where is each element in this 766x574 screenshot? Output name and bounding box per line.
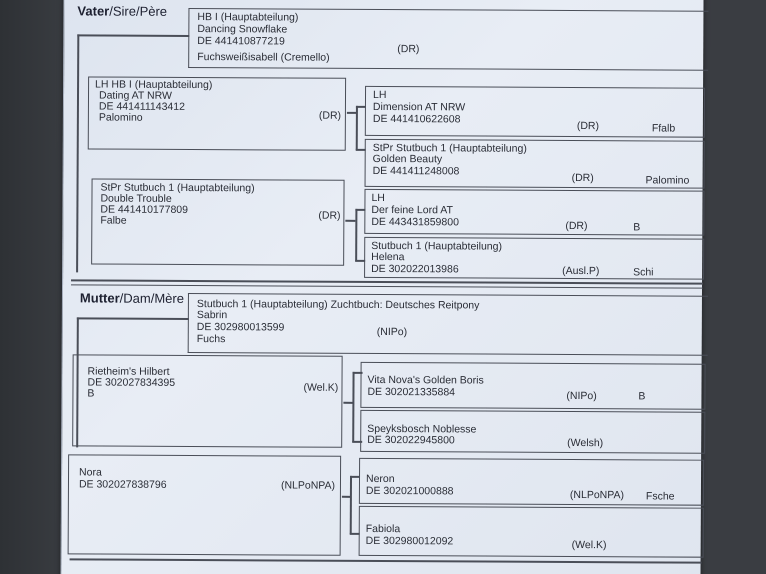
dss-reg: DE 302021335884 <box>367 385 456 399</box>
ss-name: Dating AT NRW <box>98 89 172 102</box>
dam-box <box>188 293 708 356</box>
dam-dam-box <box>68 454 342 555</box>
ss-bracket <box>356 106 358 150</box>
ssd-reg: DE 441411248008 <box>372 164 460 178</box>
dss-color: B <box>638 390 646 403</box>
sdd-color: Schi <box>633 266 654 279</box>
dd-name: Nora <box>79 466 102 479</box>
ds-name: Rietheim's Hilbert <box>87 365 170 378</box>
sd-connector <box>345 220 355 222</box>
dam-country: (NIPo) <box>376 325 408 339</box>
sire-country: (DR) <box>397 43 420 56</box>
dss-name: Vita Nova's Golden Boris <box>367 373 484 387</box>
sire-name: Dancing Snowflake <box>197 23 288 36</box>
dds-name: Neron <box>365 472 395 486</box>
dam-dam-sire-box <box>359 458 704 506</box>
sdd-reg: DE 302022013986 <box>371 262 459 276</box>
sdd-line1: Stutbuch 1 (Hauptabteilung) <box>371 239 503 253</box>
sss-name: Dimension AT NRW <box>372 100 466 114</box>
sire-dam-sire-box <box>364 189 704 236</box>
sds-reg: DE 443431859800 <box>371 215 459 229</box>
ss-line1: LH HB I (Hauptabteilung) <box>95 78 213 92</box>
sire-header-bold: Vater <box>77 3 110 19</box>
dam-name: Sabrin <box>196 309 228 322</box>
sire-line1: HB I (Hauptabteilung) <box>197 11 299 24</box>
dsd-reg: DE 302022945800 <box>367 433 455 447</box>
dds-country: (NLPoNPA) <box>569 488 625 502</box>
sds-color: B <box>633 221 641 234</box>
dd-bracket <box>350 476 352 534</box>
sd-name: Double Trouble <box>100 192 172 205</box>
sss-reg: DE 441410622608 <box>372 112 461 126</box>
sss-country: (DR) <box>576 120 600 133</box>
ssd-name: Golden Beauty <box>372 152 443 166</box>
ddd-country: (Wel.K) <box>571 538 607 552</box>
dd-country: (NLPoNPA) <box>280 479 336 492</box>
ds-reg: DE 302027834395 <box>87 376 176 389</box>
dd-reg: DE 302027838796 <box>78 478 167 491</box>
ss-color: Palomino <box>98 111 143 124</box>
ddd-name: Fabiola <box>365 522 401 536</box>
background-shadow <box>0 0 70 574</box>
sire-bracket-top <box>77 34 189 36</box>
sire-color: Fuchsweißisabell (Cremello) <box>197 51 330 64</box>
ss-reg: DE 441411143412 <box>98 100 186 113</box>
sd-country: (DR) <box>318 209 341 222</box>
dds-color: Fsche <box>645 490 675 503</box>
ssd-country: (DR) <box>571 171 594 185</box>
sire-sire-sire-box <box>365 86 705 138</box>
dam-header <box>80 290 184 306</box>
dsd-name: Speyksbosch Noblesse <box>367 422 477 436</box>
dam-sire-sire-box <box>360 362 705 410</box>
ssd-line1: StPr Stutbuch 1 (Hauptabteilung) <box>372 141 527 155</box>
sire-header-rest: /Sire/Père <box>109 3 168 19</box>
ds-bracket <box>352 372 354 442</box>
sire-dam-dam-box <box>364 237 704 280</box>
ds-color: B <box>87 387 95 400</box>
dss-country: (NIPo) <box>566 389 597 403</box>
dds-reg: DE 302021000888 <box>365 484 454 498</box>
sdd-name: Helena <box>371 250 405 264</box>
ss-country: (DR) <box>318 109 342 122</box>
dam-header-bold: Mutter <box>79 290 120 306</box>
sire-reg: DE 441410877219 <box>197 35 285 48</box>
dam-reg: DE 302980013599 <box>196 321 285 334</box>
pedigree-document <box>60 0 703 574</box>
sd-line1: StPr Stutbuch 1 (Hauptabteilung) <box>100 181 255 195</box>
sire-dam-box <box>91 178 344 265</box>
sds-line1: LH <box>371 191 385 205</box>
sd-color: Falbe <box>100 214 127 227</box>
sire-sire-dam-box <box>365 139 705 189</box>
sire-box <box>188 8 708 71</box>
sss-color: Ffalb <box>651 122 676 135</box>
sss-line1: LH <box>372 88 387 102</box>
dam-color: Fuchs <box>196 333 226 346</box>
ssd-color: Palomino <box>645 174 690 187</box>
dam-sire-box <box>72 354 342 447</box>
dam-line1: Stutbuch 1 (Hauptabteilung) Zuchtbuch: Deutsches Reitpony <box>196 298 480 312</box>
sdd-country: (Ausl.P) <box>562 264 600 278</box>
sds-country: (DR) <box>565 219 588 233</box>
sire-sire-box <box>88 76 346 150</box>
sds-name: Der feine Lord AT <box>371 203 453 217</box>
sd-bracket <box>355 209 357 261</box>
sd-reg: DE 441410177809 <box>100 203 189 216</box>
dam-sire-dam-box <box>360 410 705 454</box>
dsd-country: (Welsh) <box>567 436 604 450</box>
ddd-reg: DE 302980012092 <box>365 534 454 548</box>
sire-bracket-vertical <box>76 34 79 272</box>
sire-header <box>77 3 167 18</box>
section-separator-2 <box>71 284 703 288</box>
ds-country: (Wel.K) <box>303 381 339 394</box>
dam-header-rest: /Dam/Mère <box>119 290 185 306</box>
dam-bracket-top <box>77 317 189 319</box>
bottom-border <box>70 558 702 563</box>
dam-dam-dam-box <box>359 506 704 558</box>
